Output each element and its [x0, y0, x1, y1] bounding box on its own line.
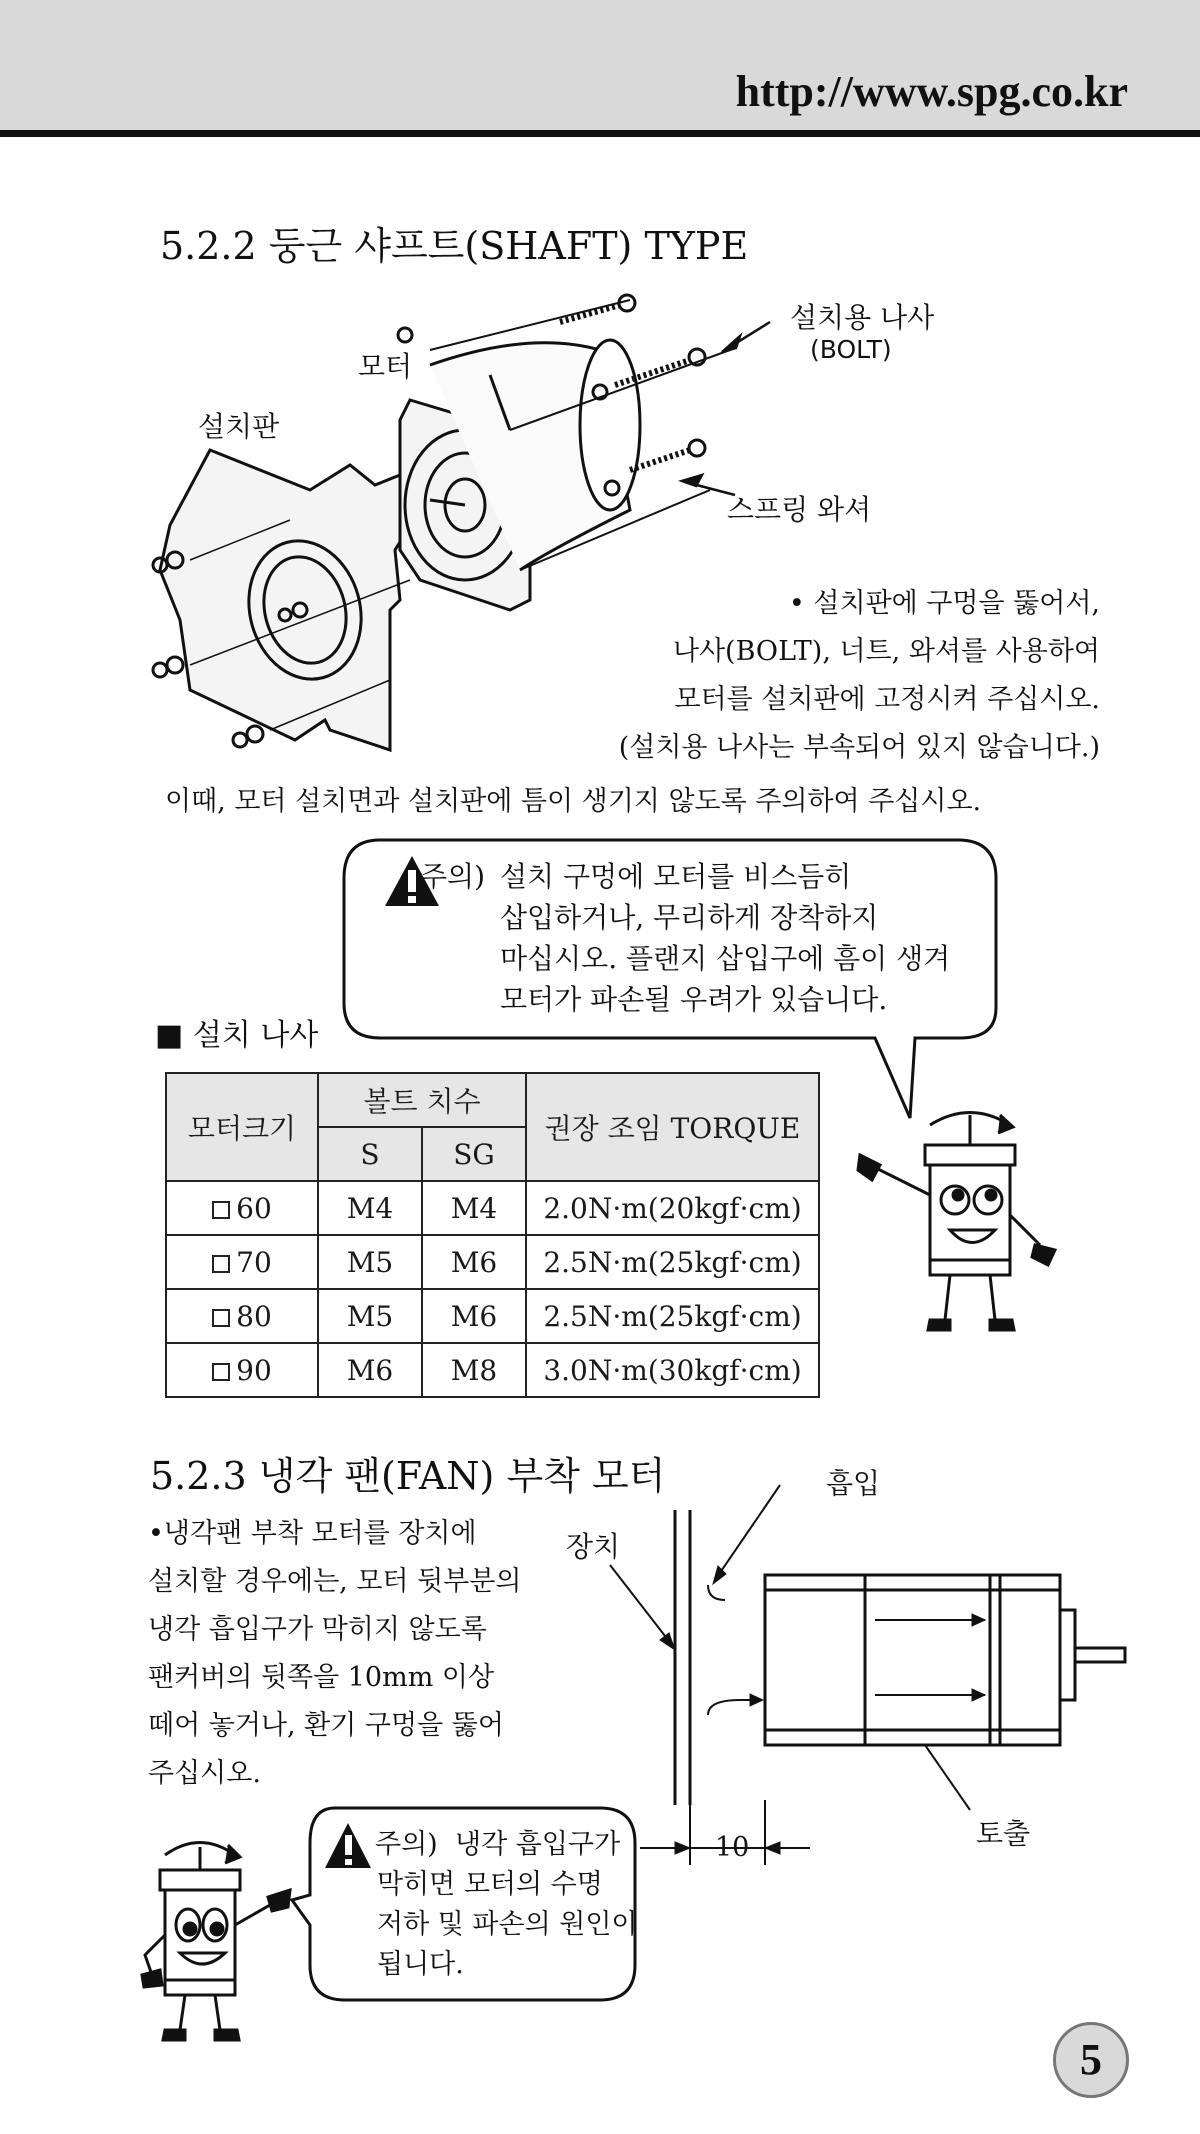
body-line: 설치할 경우에는, 모터 뒷부분의: [148, 1566, 522, 1597]
label-gap-10: 10: [715, 1832, 750, 1863]
warning-line: 모터가 파손될 우려가 있습니다.: [500, 983, 888, 1016]
warning-line: 막히면 모터의 수명: [377, 1869, 603, 1900]
table-row: [166, 1289, 819, 1343]
mascot-motor-character-2: [130, 1825, 320, 2055]
label-device: 장치: [566, 1530, 621, 1563]
screw-table-heading: ■ 설치 나사: [155, 1018, 319, 1053]
col-bolt-size: 볼트 치수: [318, 1073, 526, 1127]
warning-line: 마십시오. 플랜지 삽입구에 흠이 생겨: [500, 942, 951, 975]
gap-note: 이때, 모터 설치면과 설치판에 틈이 생기지 않도록 주의하여 주십시오.: [165, 786, 982, 817]
fan-motor-diagram: [560, 1470, 1140, 1900]
instruction-line: (설치용 나사는 부속되어 있지 않습니다.): [618, 732, 1100, 763]
warning-1-prefix: 주의): [420, 860, 486, 893]
cell-sg: M6: [422, 1289, 526, 1343]
label-plate: 설치판: [198, 410, 280, 443]
instruction-line: • 설치판에 구멍을 뚫어서,: [788, 588, 1100, 619]
square-icon: [212, 1255, 230, 1273]
cell-sg: M6: [422, 1235, 526, 1289]
label-bolt: 설치용 나사: [790, 301, 935, 334]
body-line: •냉각팬 부착 모터를 장치에: [148, 1518, 477, 1549]
instruction-line: 모터를 설치판에 고정시켜 주십시오.: [674, 684, 1100, 715]
cell-s: M4: [318, 1181, 422, 1235]
mascot-motor-character: [850, 1085, 1080, 1345]
col-s: S: [318, 1127, 422, 1181]
warning-line: 냉각 흡입구가: [455, 1829, 621, 1860]
warning-line: 삽입하거나, 무리하게 장착하지: [500, 901, 879, 934]
cell-size: 60: [236, 1191, 272, 1225]
label-spring-washer: 스프링 와셔: [727, 493, 872, 526]
col-torque: 권장 조임 TORQUE: [526, 1073, 819, 1181]
label-motor: 모터: [358, 350, 413, 383]
cell-size: 80: [236, 1299, 272, 1333]
square-icon: [212, 1363, 230, 1381]
cell-s: M5: [318, 1289, 422, 1343]
col-sg: SG: [422, 1127, 526, 1181]
screw-table: [165, 1072, 820, 1398]
col-motor-size: 모터크기: [166, 1073, 318, 1181]
warning-line: 설치 구멍에 모터를 비스듬히: [500, 860, 852, 893]
fan-motor: [765, 1575, 1060, 1745]
page-number: 5: [1053, 2022, 1129, 2098]
cell-torque: 3.0N·m(30kgf·cm): [526, 1343, 819, 1397]
table-row: [166, 1235, 819, 1289]
body-line: 냉각 흡입구가 막히지 않도록: [148, 1614, 487, 1645]
warning-2-text: [377, 1825, 638, 1985]
table-row: [166, 1343, 819, 1397]
body-line: 주십시오.: [148, 1758, 261, 1789]
label-outlet: 토출: [976, 1817, 1031, 1850]
cell-size: 70: [236, 1245, 272, 1279]
warning-2-prefix: 주의): [375, 1829, 438, 1860]
cell-sg: M4: [422, 1181, 526, 1235]
cell-torque: 2.0N·m(20kgf·cm): [526, 1181, 819, 1235]
body-line: 떼어 놓거나, 환기 구멍을 뚫어: [148, 1710, 504, 1741]
warning-line: 됩니다.: [377, 1949, 464, 1980]
section-523-title: 5.2.3 냉각 팬(FAN) 부착 모터: [150, 1454, 666, 1498]
table-row: [166, 1181, 819, 1235]
fan-motor-instructions: [148, 1510, 521, 1798]
cell-torque: 2.5N·m(25kgf·cm): [526, 1235, 819, 1289]
cell-sg: M8: [422, 1343, 526, 1397]
body-line: 팬커버의 뒷쪽을 10mm 이상: [148, 1662, 495, 1693]
label-bolt-en: (BOLT): [810, 335, 892, 364]
section-522-title: 5.2.2 둥근 샤프트(SHAFT) TYPE: [160, 224, 749, 268]
cell-torque: 2.5N·m(25kgf·cm): [526, 1289, 819, 1343]
square-icon: [212, 1309, 230, 1327]
square-icon: [212, 1201, 230, 1219]
cell-s: M6: [318, 1343, 422, 1397]
instruction-line: 나사(BOLT), 너트, 와셔를 사용하여: [672, 636, 1100, 667]
label-intake: 흡입: [826, 1467, 881, 1500]
warning-line: 저하 및 파손의 원인이: [377, 1909, 638, 1940]
install-instructions: [520, 580, 1100, 772]
cell-s: M5: [318, 1235, 422, 1289]
warning-1-text: [500, 856, 950, 1020]
mounting-plate: [160, 450, 420, 750]
header-url: http://www.spg.co.kr: [735, 67, 1128, 116]
cell-size: 90: [236, 1353, 272, 1387]
